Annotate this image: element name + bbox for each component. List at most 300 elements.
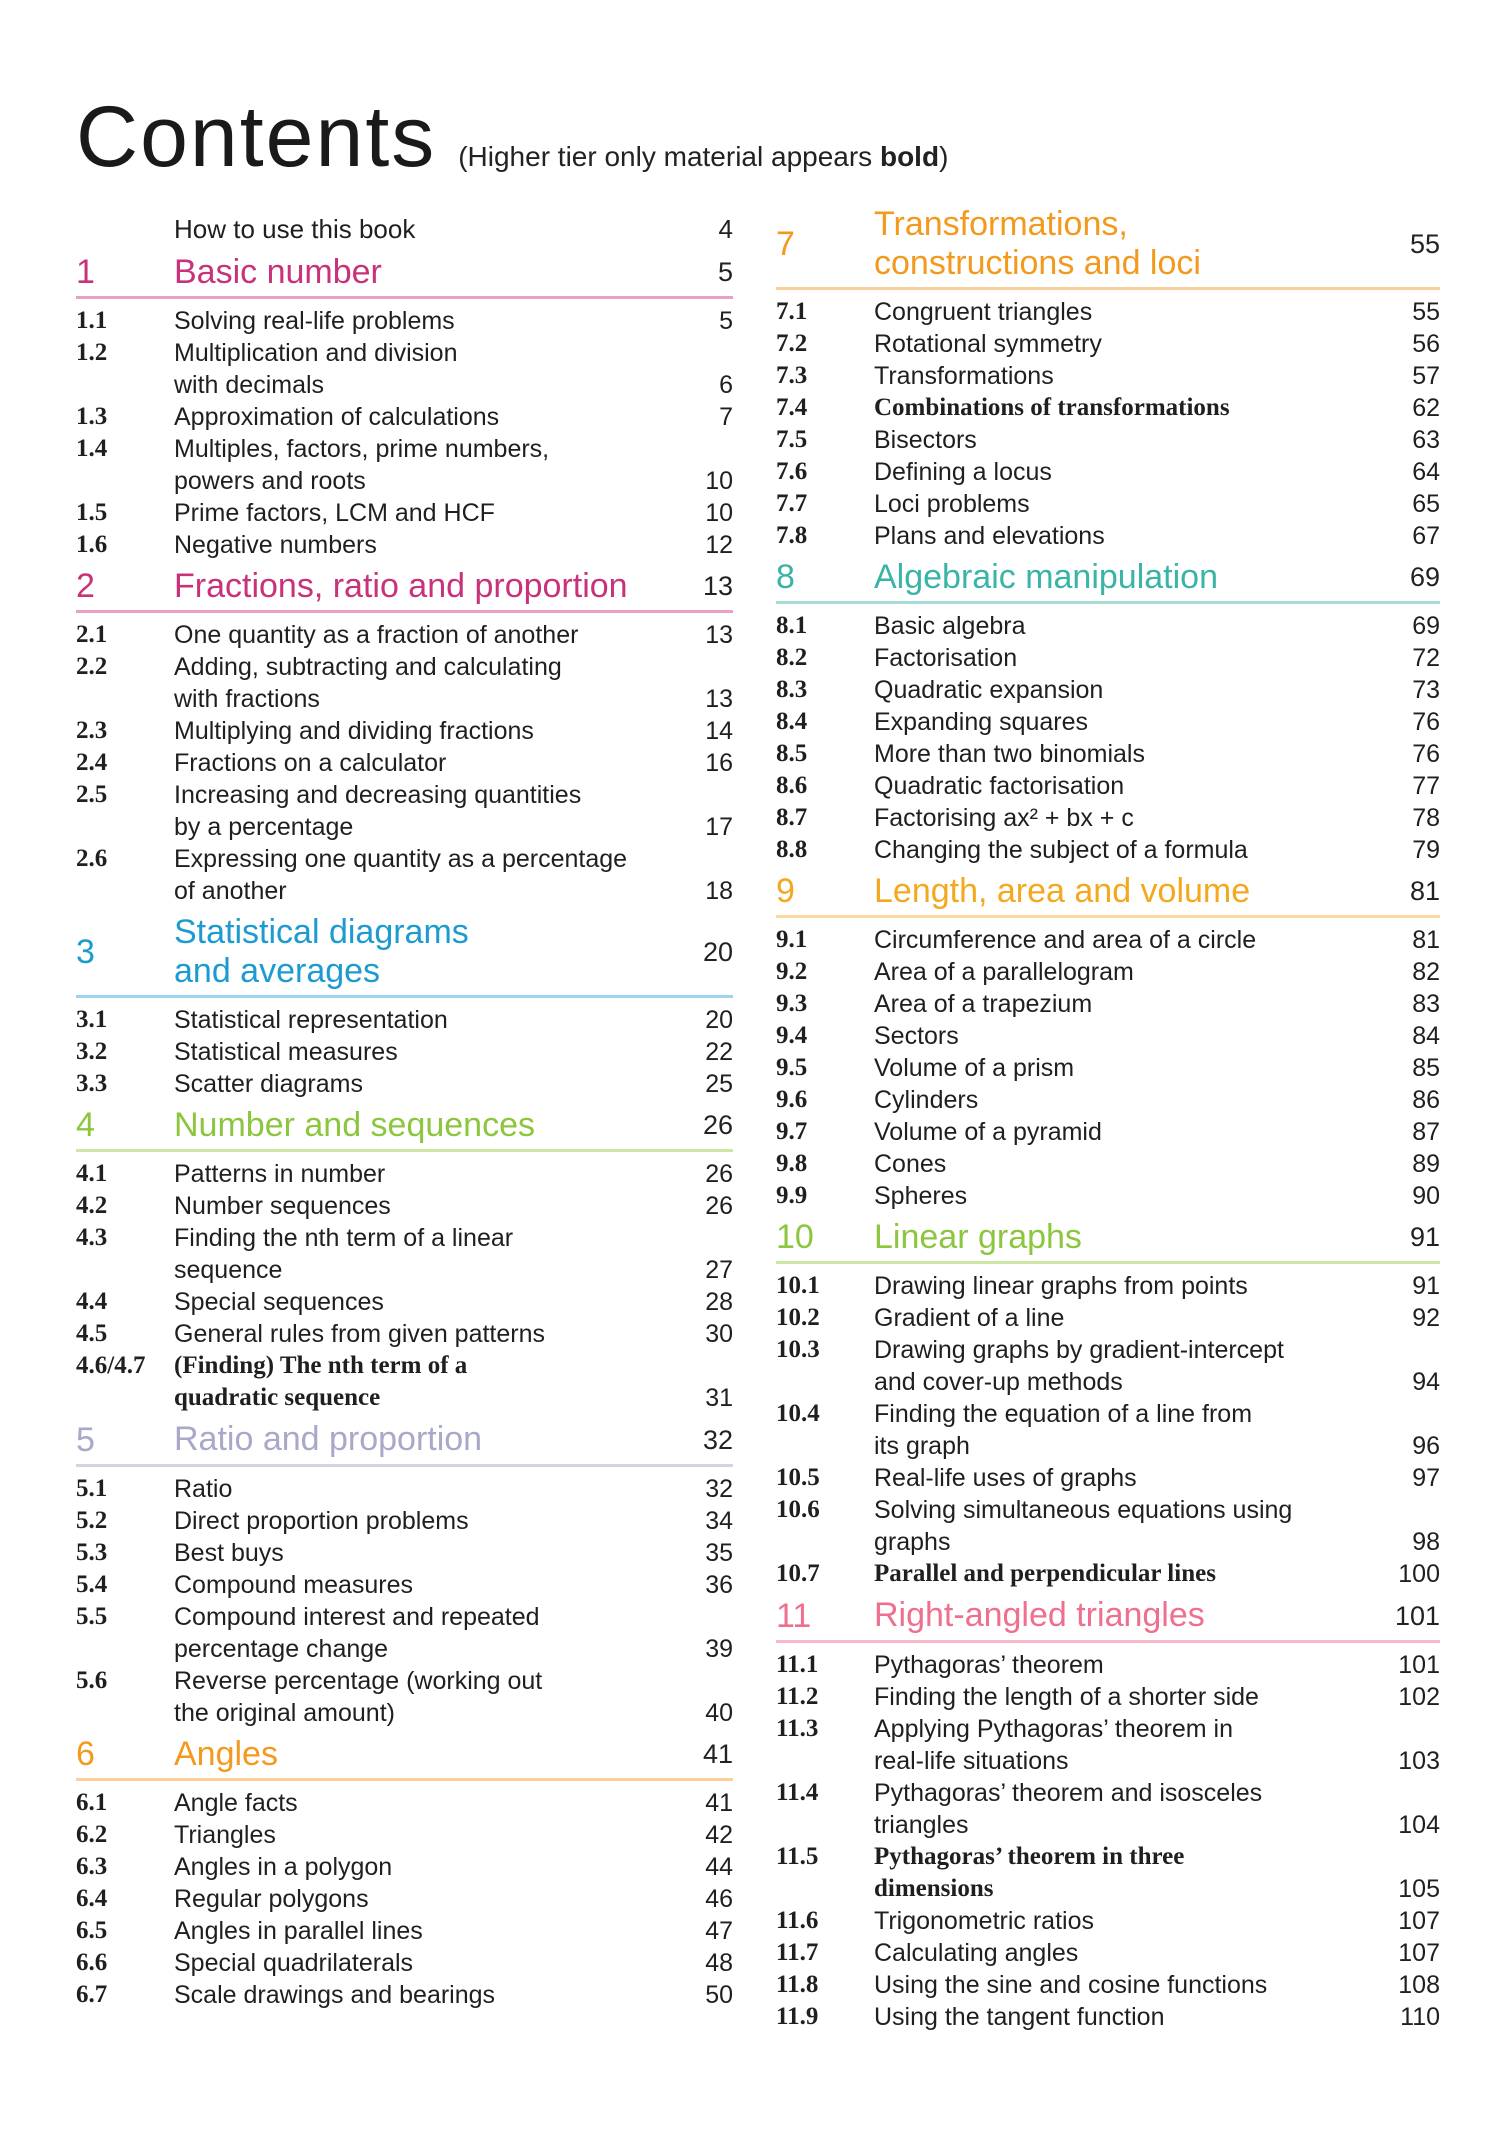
section-page: 26 xyxy=(705,1160,733,1189)
section-row[interactable] xyxy=(76,747,733,779)
section-row[interactable] xyxy=(776,1558,1440,1590)
chapter-number: 3 xyxy=(76,932,95,971)
section-page: 87 xyxy=(1412,1118,1440,1147)
section-number: 5.4 xyxy=(76,1570,108,1598)
section-title: Statistical representation xyxy=(174,1006,448,1035)
section-number: 1.3 xyxy=(76,403,108,431)
chapter-title: Algebraic manipulation xyxy=(874,558,1218,597)
contents-heading: Contents xyxy=(76,89,437,185)
chapter-4 xyxy=(76,1106,733,1414)
section-row[interactable] xyxy=(776,1302,1440,1334)
section-row[interactable] xyxy=(76,1190,733,1222)
section-title: Sectors xyxy=(874,1022,959,1051)
section-number: 11.3 xyxy=(776,1714,819,1742)
section-row[interactable] xyxy=(776,1681,1440,1713)
section-number: 6.3 xyxy=(76,1852,108,1880)
section-row[interactable] xyxy=(76,1601,733,1665)
section-title: Real-life uses of graphs xyxy=(874,1464,1137,1493)
section-title: (Finding) The nth term of a quadratic sequence xyxy=(174,1352,468,1412)
section-page: 56 xyxy=(1412,330,1440,359)
section-title: Cones xyxy=(874,1150,947,1179)
section-title: Special quadrilaterals xyxy=(174,1948,414,1977)
section-page: 107 xyxy=(1398,1906,1440,1935)
chapter-number: 1 xyxy=(76,253,95,292)
chapter-heading[interactable] xyxy=(76,253,733,299)
section-number: 8.1 xyxy=(776,612,808,640)
section-page: 98 xyxy=(1412,1528,1440,1557)
chapter-title: Number and sequences xyxy=(174,1106,536,1145)
section-number: 5.2 xyxy=(76,1506,108,1534)
section-row[interactable] xyxy=(76,1318,733,1350)
section-number: 11.4 xyxy=(776,1778,819,1806)
section-page: 26 xyxy=(705,1192,733,1221)
section-number: 6.1 xyxy=(76,1788,108,1816)
section-number: 6.7 xyxy=(76,1980,108,2008)
section-number: 4.4 xyxy=(76,1288,108,1316)
section-title: Solving simultaneous equations using graphs xyxy=(874,1496,1293,1557)
section-number: 7.6 xyxy=(776,458,808,486)
section-row[interactable] xyxy=(76,843,733,907)
section-row[interactable] xyxy=(776,1777,1440,1841)
section-page: 73 xyxy=(1412,676,1440,705)
section-title: Quadratic factorisation xyxy=(874,772,1125,801)
section-page: 40 xyxy=(705,1698,733,1727)
chapter-title: Ratio and proportion xyxy=(174,1420,483,1459)
section-page: 48 xyxy=(705,1948,733,1977)
section-row[interactable] xyxy=(76,1505,733,1537)
section-number: 2.4 xyxy=(76,749,108,777)
section-number: 5.3 xyxy=(76,1538,108,1566)
section-row[interactable] xyxy=(776,1841,1440,1905)
section-number: 7.7 xyxy=(776,490,808,518)
section-page: 30 xyxy=(705,1320,733,1349)
section-number: 10.7 xyxy=(776,1560,820,1588)
section-title: Statistical measures xyxy=(174,1038,398,1067)
section-title: Angles in parallel lines xyxy=(174,1916,423,1945)
chapter-page: 55 xyxy=(1409,228,1440,259)
section-page: 14 xyxy=(705,717,733,746)
section-number: 10.2 xyxy=(776,1304,820,1332)
section-title: Basic algebra xyxy=(874,612,1026,641)
chapter-heading[interactable] xyxy=(76,913,733,998)
section-row[interactable] xyxy=(776,610,1440,642)
section-row[interactable] xyxy=(76,1286,733,1318)
section-title: Finding the equation of a line from its graph xyxy=(874,1400,1253,1461)
chapter-page: 81 xyxy=(1409,876,1440,907)
section-title: Drawing linear graphs from points xyxy=(874,1272,1248,1301)
section-row[interactable] xyxy=(76,1851,733,1883)
section-title: Gradient of a line xyxy=(874,1304,1065,1333)
section-title: Defining a locus xyxy=(874,458,1052,487)
section-number: 2.5 xyxy=(76,781,108,809)
section-page: 35 xyxy=(705,1538,733,1567)
section-number: 11.9 xyxy=(776,2002,819,2030)
section-number: 6.6 xyxy=(76,1948,108,1976)
section-title: Using the tangent function xyxy=(874,2002,1165,2031)
section-row[interactable] xyxy=(76,1036,733,1068)
section-row[interactable] xyxy=(776,488,1440,520)
section-row[interactable] xyxy=(776,738,1440,770)
section-page: 55 xyxy=(1412,298,1440,327)
chapter-title: Length, area and volume xyxy=(874,872,1251,911)
section-page: 105 xyxy=(1398,1874,1440,1903)
chapter-page: 32 xyxy=(702,1424,733,1455)
section-title: Regular polygons xyxy=(174,1884,369,1913)
section-number: 9.9 xyxy=(776,1182,808,1210)
section-number: 7.1 xyxy=(776,298,808,326)
section-title: Increasing and decreasing quantities by a percentage xyxy=(174,781,582,842)
section-row[interactable] xyxy=(76,1915,733,1947)
chapter-number: 10 xyxy=(776,1218,814,1257)
section-number: 11.8 xyxy=(776,1970,819,1998)
section-title: Loci problems xyxy=(874,490,1030,519)
section-number: 1.2 xyxy=(76,339,108,367)
chapter-7 xyxy=(776,205,1440,552)
section-row[interactable] xyxy=(776,1020,1440,1052)
section-title: Angle facts xyxy=(174,1788,298,1817)
chapter-page: 20 xyxy=(702,936,733,967)
section-page: 86 xyxy=(1412,1086,1440,1115)
chapter-title: Statistical diagrams and averages xyxy=(174,913,469,991)
section-title: Finding the nth term of a linear sequence xyxy=(174,1224,514,1285)
section-number: 3.3 xyxy=(76,1070,108,1098)
section-row[interactable] xyxy=(776,802,1440,834)
section-number: 4.3 xyxy=(76,1224,108,1252)
contents-right-column xyxy=(776,205,1440,2039)
section-page: 90 xyxy=(1412,1182,1440,1211)
section-title: Bisectors xyxy=(874,426,977,455)
section-row[interactable] xyxy=(76,779,733,843)
entry-title: How to use this book xyxy=(174,213,416,244)
section-row[interactable] xyxy=(776,1969,1440,2001)
chapter-9 xyxy=(776,872,1440,1212)
section-row[interactable] xyxy=(776,770,1440,802)
section-row[interactable] xyxy=(76,1158,733,1190)
section-number: 8.4 xyxy=(776,708,808,736)
section-title: Pythagoras’ theorem xyxy=(874,1650,1104,1679)
section-number: 11.5 xyxy=(776,1842,819,1870)
section-page: 108 xyxy=(1398,1970,1440,1999)
section-row[interactable] xyxy=(76,529,733,561)
section-page: 101 xyxy=(1398,1650,1440,1679)
section-number: 8.8 xyxy=(776,836,808,864)
chapter-number: 9 xyxy=(776,872,795,911)
section-row[interactable] xyxy=(76,1569,733,1601)
section-page: 67 xyxy=(1412,522,1440,551)
section-row[interactable] xyxy=(776,2001,1440,2033)
section-row[interactable] xyxy=(776,360,1440,392)
section-row[interactable] xyxy=(776,1148,1440,1180)
section-page: 22 xyxy=(705,1038,733,1067)
section-row[interactable] xyxy=(76,651,733,715)
section-page: 44 xyxy=(705,1852,733,1881)
section-title: Angles in a polygon xyxy=(174,1852,393,1881)
section-number: 6.2 xyxy=(76,1820,108,1848)
section-page: 5 xyxy=(719,307,733,336)
section-title: Fractions on a calculator xyxy=(174,749,447,778)
chapter-heading[interactable] xyxy=(776,558,1440,604)
section-page: 82 xyxy=(1412,958,1440,987)
chapter-3 xyxy=(76,913,733,1100)
chapter-number: 2 xyxy=(76,567,95,606)
section-number: 6.5 xyxy=(76,1916,108,1944)
section-row[interactable] xyxy=(776,1462,1440,1494)
section-row[interactable] xyxy=(76,401,733,433)
chapter-10 xyxy=(776,1218,1440,1590)
section-number: 7.3 xyxy=(776,362,808,390)
section-row[interactable] xyxy=(776,392,1440,424)
chapter-title: Linear graphs xyxy=(874,1218,1082,1257)
section-row[interactable] xyxy=(76,433,733,497)
section-page: 13 xyxy=(705,685,733,714)
section-row[interactable] xyxy=(76,1819,733,1851)
chapter-heading[interactable] xyxy=(776,205,1440,290)
section-number: 2.3 xyxy=(76,717,108,745)
section-number: 9.4 xyxy=(776,1022,808,1050)
section-page: 83 xyxy=(1412,990,1440,1019)
section-row[interactable] xyxy=(776,1398,1440,1462)
section-number: 1.4 xyxy=(76,435,108,463)
section-title: Triangles xyxy=(174,1820,276,1849)
section-title: Plans and elevations xyxy=(874,522,1105,551)
section-number: 4.2 xyxy=(76,1192,108,1220)
section-page: 63 xyxy=(1412,426,1440,455)
chapter-title: Fractions, ratio and proportion xyxy=(174,567,628,606)
section-page: 6 xyxy=(719,371,733,400)
section-row[interactable] xyxy=(76,619,733,651)
section-page: 46 xyxy=(705,1884,733,1913)
section-row[interactable] xyxy=(776,1270,1440,1302)
section-page: 42 xyxy=(705,1820,733,1849)
section-page: 10 xyxy=(705,499,733,528)
section-row[interactable] xyxy=(76,337,733,401)
section-title: Using the sine and cosine functions xyxy=(874,1970,1268,1999)
chapter-2 xyxy=(76,567,733,907)
section-title: Cylinders xyxy=(874,1086,979,1115)
section-page: 97 xyxy=(1412,1464,1440,1493)
section-row[interactable] xyxy=(776,674,1440,706)
section-number: 10.4 xyxy=(776,1400,820,1428)
section-title: Circumference and area of a circle xyxy=(874,926,1257,955)
chapter-page: 13 xyxy=(702,571,733,602)
section-row[interactable] xyxy=(776,706,1440,738)
section-row[interactable] xyxy=(776,424,1440,456)
section-row[interactable] xyxy=(76,1537,733,1569)
section-page: 32 xyxy=(705,1474,733,1503)
section-number: 7.5 xyxy=(776,426,808,454)
section-row[interactable] xyxy=(776,834,1440,866)
page-title xyxy=(76,88,948,187)
chapter-title: Basic number xyxy=(174,253,382,291)
chapter-6 xyxy=(76,1735,733,2011)
section-row[interactable] xyxy=(776,1937,1440,1969)
chapter-number: 6 xyxy=(76,1734,95,1773)
section-page: 62 xyxy=(1412,394,1440,423)
contents-left-column xyxy=(76,205,733,2017)
section-row[interactable] xyxy=(76,1979,733,2011)
section-title: Congruent triangles xyxy=(874,298,1093,327)
section-number: 4.6/4.7 xyxy=(76,1352,146,1380)
chapter-heading[interactable] xyxy=(776,872,1440,918)
chapter-page: 41 xyxy=(702,1738,733,1769)
section-title: Changing the subject of a formula xyxy=(874,836,1248,865)
section-title: Combinations of transformations xyxy=(874,394,1230,422)
section-number: 5.5 xyxy=(76,1602,108,1630)
section-row[interactable] xyxy=(776,1116,1440,1148)
how-to-use-entry[interactable] xyxy=(76,205,733,253)
section-number: 11.2 xyxy=(776,1682,819,1710)
section-page: 31 xyxy=(705,1384,733,1413)
section-title: Area of a parallelogram xyxy=(874,958,1134,987)
section-title: Quadratic expansion xyxy=(874,676,1104,705)
section-row[interactable] xyxy=(776,1713,1440,1777)
section-number: 4.5 xyxy=(76,1320,108,1348)
chapter-page: 5 xyxy=(717,257,733,288)
section-row[interactable] xyxy=(776,1052,1440,1084)
section-page: 50 xyxy=(705,1980,733,2009)
section-title: Scale drawings and bearings xyxy=(174,1980,496,2009)
section-number: 5.1 xyxy=(76,1474,108,1502)
section-title: Area of a trapezium xyxy=(874,990,1093,1019)
section-title: Ratio xyxy=(174,1474,233,1503)
section-row[interactable] xyxy=(76,305,733,337)
section-page: 77 xyxy=(1412,772,1440,801)
section-row[interactable] xyxy=(776,1180,1440,1212)
section-page: 25 xyxy=(705,1070,733,1099)
section-page: 20 xyxy=(705,1006,733,1035)
section-page: 28 xyxy=(705,1288,733,1317)
section-title: Rotational symmetry xyxy=(874,330,1102,359)
section-number: 11.1 xyxy=(776,1650,819,1678)
section-title: Multiplication and division with decimals xyxy=(174,339,458,400)
section-page: 47 xyxy=(705,1916,733,1945)
section-number: 7.4 xyxy=(776,394,808,422)
section-page: 27 xyxy=(705,1256,733,1285)
section-title: Adding, subtracting and calculating with fractions xyxy=(174,653,562,714)
section-page: 110 xyxy=(1400,2002,1440,2031)
chapter-title: Transformations, constructions and loci xyxy=(874,205,1201,283)
section-number: 8.2 xyxy=(776,644,808,672)
section-title: Parallel and perpendicular lines xyxy=(874,1560,1216,1588)
section-title: Drawing graphs by gradient-intercept and cover-up methods xyxy=(874,1336,1284,1397)
section-row[interactable] xyxy=(776,296,1440,328)
section-page: 107 xyxy=(1398,1938,1440,1967)
section-row[interactable] xyxy=(76,1222,733,1286)
section-row[interactable] xyxy=(776,956,1440,988)
section-row[interactable] xyxy=(776,642,1440,674)
section-number: 9.2 xyxy=(776,958,808,986)
section-number: 8.5 xyxy=(776,740,808,768)
section-row[interactable] xyxy=(776,988,1440,1020)
bold-material-note: (Higher tier only material appears bold) xyxy=(458,141,949,172)
section-row[interactable] xyxy=(76,1947,733,1979)
section-row[interactable] xyxy=(76,1883,733,1915)
chapter-heading[interactable] xyxy=(76,1735,733,1781)
section-number: 2.2 xyxy=(76,653,108,681)
chapter-11 xyxy=(776,1596,1440,2032)
section-title: Pythagoras’ theorem in three dimensions xyxy=(874,1842,1185,1902)
section-row[interactable] xyxy=(76,1787,733,1819)
section-title: Reverse percentage (working out the original amount) xyxy=(174,1666,543,1727)
chapter-heading[interactable] xyxy=(76,567,733,613)
section-page: 41 xyxy=(705,1788,733,1817)
chapter-number: 4 xyxy=(76,1106,95,1145)
section-number: 11.6 xyxy=(776,1906,819,1934)
section-number: 7.8 xyxy=(776,522,808,550)
section-row[interactable] xyxy=(776,1334,1440,1398)
chapter-5 xyxy=(76,1420,733,1728)
section-title: Best buys xyxy=(174,1538,284,1567)
section-page: 10 xyxy=(705,467,733,496)
section-row[interactable] xyxy=(76,1068,733,1100)
section-title: Volume of a prism xyxy=(874,1054,1075,1083)
chapter-page: 69 xyxy=(1409,562,1440,593)
section-row[interactable] xyxy=(776,1905,1440,1937)
chapter-heading[interactable] xyxy=(76,1420,733,1466)
section-page: 16 xyxy=(705,749,733,778)
section-row[interactable] xyxy=(76,1004,733,1036)
section-title: Solving real-life problems xyxy=(174,307,455,336)
section-page: 79 xyxy=(1412,836,1440,865)
section-title: Transformations xyxy=(874,362,1054,391)
section-title: Compound interest and repeated percentage change xyxy=(174,1602,540,1663)
section-title: Compound measures xyxy=(174,1570,414,1599)
section-page: 7 xyxy=(719,403,733,432)
section-page: 57 xyxy=(1412,362,1440,391)
chapter-number: 11 xyxy=(776,1596,812,1635)
section-row[interactable] xyxy=(776,1494,1440,1558)
chapter-title: Angles xyxy=(174,1734,278,1773)
section-title: Multiplying and dividing fractions xyxy=(174,717,534,746)
section-page: 76 xyxy=(1412,740,1440,769)
section-page: 12 xyxy=(705,531,733,560)
section-row[interactable] xyxy=(776,328,1440,360)
chapter-heading[interactable] xyxy=(776,1596,1440,1642)
section-row[interactable] xyxy=(76,497,733,529)
chapter-title: Right-angled triangles xyxy=(874,1596,1205,1635)
section-row[interactable] xyxy=(776,1649,1440,1681)
section-row[interactable] xyxy=(76,1473,733,1505)
section-row[interactable] xyxy=(776,520,1440,552)
section-page: 69 xyxy=(1412,612,1440,641)
section-number: 11.7 xyxy=(776,1938,819,1966)
chapter-page: 91 xyxy=(1409,1222,1440,1253)
section-number: 8.7 xyxy=(776,804,808,832)
section-row[interactable] xyxy=(776,1084,1440,1116)
section-page: 36 xyxy=(705,1570,733,1599)
section-row[interactable] xyxy=(76,1350,733,1414)
chapter-heading[interactable] xyxy=(76,1106,733,1152)
section-page: 91 xyxy=(1412,1272,1440,1301)
section-row[interactable] xyxy=(76,715,733,747)
chapter-page: 26 xyxy=(702,1110,733,1141)
chapter-heading[interactable] xyxy=(776,1218,1440,1264)
section-page: 92 xyxy=(1412,1304,1440,1333)
section-page: 65 xyxy=(1412,490,1440,519)
section-title: Prime factors, LCM and HCF xyxy=(174,499,495,528)
section-page: 104 xyxy=(1398,1810,1440,1839)
section-number: 1.1 xyxy=(76,307,108,335)
section-number: 1.5 xyxy=(76,499,108,527)
section-row[interactable] xyxy=(776,924,1440,956)
section-row[interactable] xyxy=(776,456,1440,488)
chapter-8 xyxy=(776,558,1440,866)
section-row[interactable] xyxy=(76,1665,733,1729)
section-number: 6.4 xyxy=(76,1884,108,1912)
section-title: Spheres xyxy=(874,1182,968,1211)
section-page: 94 xyxy=(1412,1368,1440,1397)
section-title: Approximation of calculations xyxy=(174,403,500,432)
